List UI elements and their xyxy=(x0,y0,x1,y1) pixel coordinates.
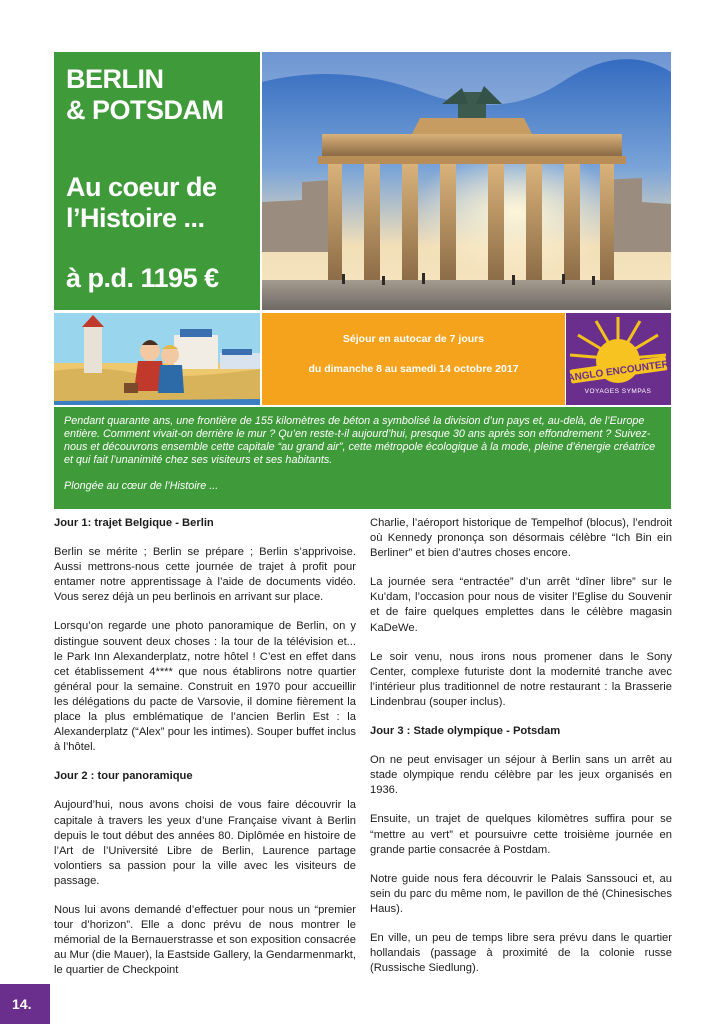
day2-paragraph-2: Nous lui avons demandé d’effectuer pour nous un “premier tour d’horizon”. Elle a donc prévu de nous montrer le mémorial de la Bernauerstrasse et son exposition consacrée au Mur (die Mauer), la Eastside Gallery, la Gendarmenmarkt, le quartier de Checkpoint xyxy=(54,903,356,977)
day1-paragraph-2: Lorsqu’on regarde une photo panoramique de Berlin, on y distingue souvent deux choses : la tour de la télévision et... le Park Inn Alexanderplatz, notre hôtel ! C’est en effet dans cet établissement 4**** que nous établirons notre quartier général pour la semaine. Construit en 1970 pour accueillir les délégations du pacte de Varsovie, il domine fièrement la place la plus emblématique de l’ancien Berlin Est : la Alexanderplatz (“Alex” pour les intimes). Souper buffet inclus à l’hôtel. xyxy=(54,620,356,754)
day2-paragraph-1: Aujourd’hui, nous avons choisi de vous faire découvrir la capitale à travers les yeux d’une Française vivant à Berlin depuis le tout début des années 80. Diplômée en histoire de l’Art de l’Université Libre de Berlin, Laurence partage volontiers sa passion pour la ville avec les visiteurs de passage. xyxy=(54,799,356,887)
title-berlin: BERLIN xyxy=(66,64,164,94)
day3-heading: Jour 3 : Stade olympique - Potsdam xyxy=(370,725,561,738)
cartoon-illustration xyxy=(54,313,260,405)
day3-paragraph-1: On ne peut envisager un séjour à Berlin sans un arrêt au stade olympique rendu célèbre par les jeux organisés en 1936. xyxy=(370,754,672,797)
itinerary-right-column xyxy=(370,516,672,976)
day2-paragraph-5: Le soir venu, nous irons nous promener dans le Sony Center, complexe futuriste dont la modernité tranche avec l’intérieur plus traditionnel de notre restaurant : la Brasserie Lindenbrau (souper inclus). xyxy=(370,650,672,708)
day3-paragraph-4: En ville, un peu de temps libre sera prévu dans le quartier hollandais (passage à proximité de la colonie russe (Russische Siedlung). xyxy=(370,931,672,975)
day2-paragraph-4: La journée sera “entractée” d’un arrêt “dîner libre” sur le Ku’dam, l’occasion pour nous de visiter l’Eglise du Souvenir et de faire quelques emplettes dans le célèbre magasin KaDeWe. xyxy=(370,576,672,634)
trip-dates: du dimanche 8 au samedi 14 octobre 2017 xyxy=(308,363,519,375)
brandenburg-gate-photo xyxy=(262,52,671,310)
day2-paragraph-3: Charlie, l’aéroport historique de Tempelhof (blocus), l’endroit où Kennedy prononça son désormais célèbre “Ich Bin ein Berliner” et bien d’autres choses encore. xyxy=(370,517,672,560)
day3-paragraph-2: Ensuite, un trajet de quelques kilomètres suffira pour se “mettre au vert” et poursuivre cette troisième journée en grande partie consacrée à Postdam. xyxy=(370,813,672,856)
intro-paragraph-1: Pendant quarante ans, une frontière de 155 kilomètres de béton a symbolisé la division d’un pays et, au-delà, de l’Europe entière. Comment vivait-on derrière le mur ? Qu’en reste-t-il aujourd’hui, presque 30 ans après son effondrement ? Suivez-nous et découvrons ensemble cette capitale “au grand air”, cette métropole écologique à la mode, pleine d’énergie créatrice et qui fait l’unanimité chez ses visiteurs et ses habitants. xyxy=(64,415,656,466)
day3-paragraph-3: Notre guide nous fera découvrir le Palais Sanssouci et, au sein du parc du même nom, le pavillon de thé (Chinesisches Haus). xyxy=(370,872,672,915)
price: à p.d. 1195 € xyxy=(66,263,219,293)
trip-info-panel xyxy=(262,313,565,405)
day1-heading: Jour 1: trajet Belgique - Berlin xyxy=(54,517,214,529)
title-panel xyxy=(54,52,260,310)
subtitle-line-2: l’Histoire ... xyxy=(66,203,205,233)
page-number: 14. xyxy=(0,984,50,1024)
title-potsdam: & POTSDAM xyxy=(66,95,224,125)
logo-tagline: VOYAGES SYMPAS xyxy=(584,388,652,395)
day1-paragraph-1: Berlin se mérite ; Berlin se prépare ; Berlin s’apprivoise. Aussi mettrons-nous cette journée de trajet à profit pour entamer notre apprentissage à l’aide de documents vidéo. Vous serez déjà un peu berlinois en arrivant sur place. xyxy=(54,546,356,604)
subtitle-line-1: Au coeur de xyxy=(66,172,217,202)
logo-brand: ANGLO ENCOUNTER xyxy=(566,358,670,385)
itinerary-left-column xyxy=(54,516,356,978)
anglo-encounter-logo xyxy=(566,313,671,405)
intro-panel xyxy=(54,407,671,509)
day2-heading: Jour 2 : tour panoramique xyxy=(54,770,193,783)
trip-duration: Séjour en autocar de 7 jours xyxy=(342,333,485,345)
intro-paragraph-2: Plongée au cœur de l’Histoire ... xyxy=(64,480,219,492)
